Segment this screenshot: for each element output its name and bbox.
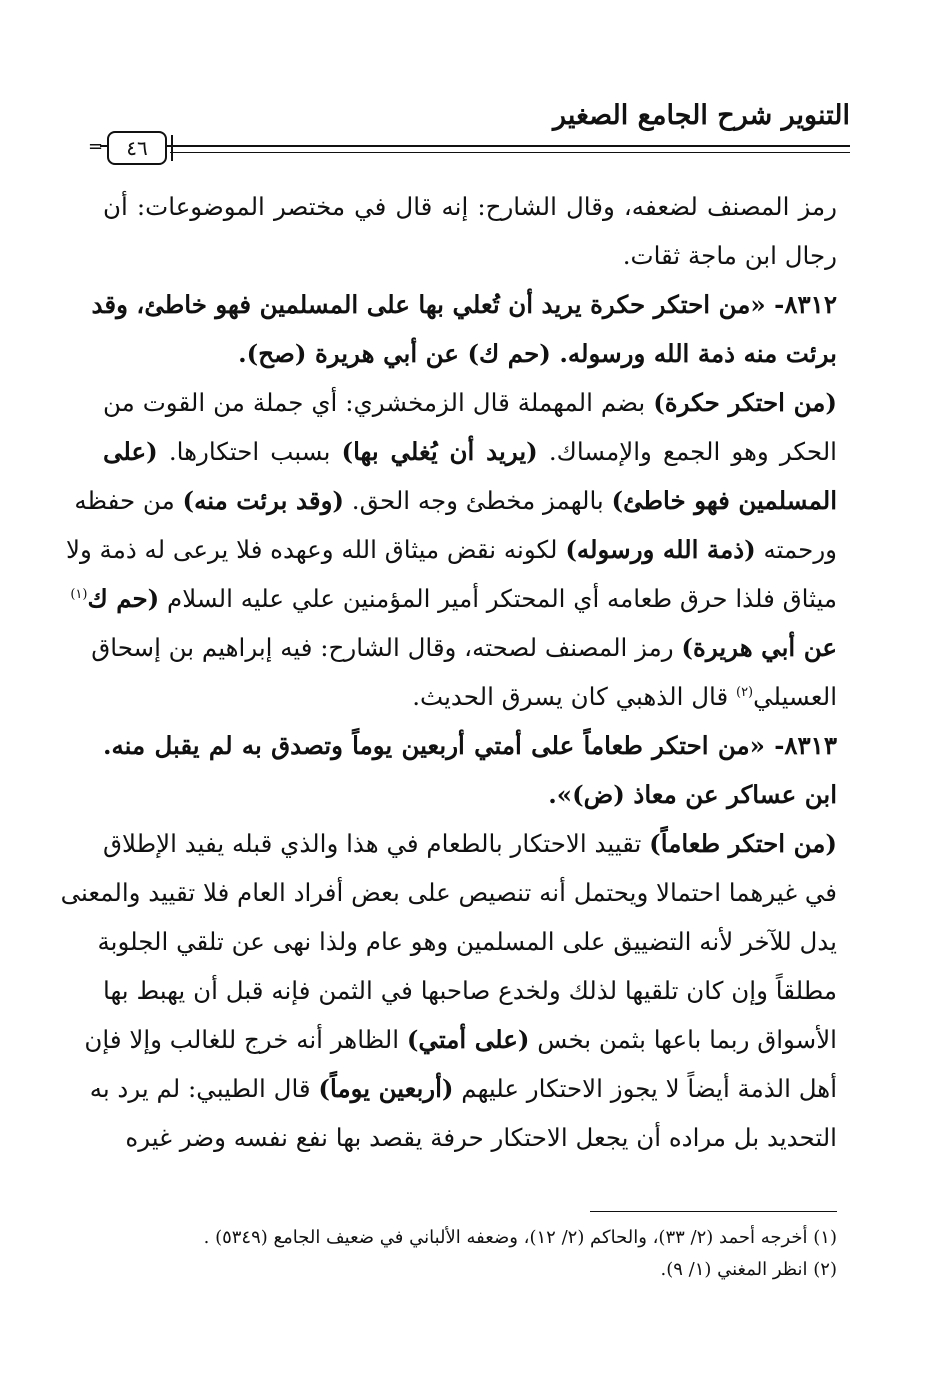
text-span: يدل للآخر لأنه التضييق على المسلمين وهو عام ولذا نهى عن تلقي الجلوبة xyxy=(97,927,837,956)
text-span: الحكر وهو الجمع والإمساك. xyxy=(537,437,837,466)
bold-text: ٨٣١٢- «من احتكر حكرة يريد أن تُعلي بها على المسلمين فهو خاطئ، وقد xyxy=(91,290,837,319)
text-span: رجال ابن ماجة ثقات. xyxy=(622,241,837,270)
text-span: بسبب احتكارها. xyxy=(157,437,342,466)
bold-text: (من احتكر حكرة) xyxy=(653,388,837,417)
text-line xyxy=(97,917,837,966)
text-span: رمز المصنف لصحته، وقال الشارح: فيه إبراهيم بن إسحاق xyxy=(91,633,682,662)
text-line xyxy=(74,476,837,525)
text-line xyxy=(103,378,837,427)
text-span: قال الطيبي: لم يرد به xyxy=(89,1074,319,1103)
text-span: العسيلي xyxy=(753,682,837,711)
bold-text: (من احتكر طعاماً) xyxy=(649,829,837,858)
bold-text: المسلمين فهو خاطئ) xyxy=(611,486,837,515)
bold-text: (على xyxy=(103,437,158,466)
bold-text: (أربعين يوماً) xyxy=(318,1074,454,1103)
text-span: الظاهر أنه خرج للغالب وإلا فإن xyxy=(84,1025,407,1054)
text-line xyxy=(60,868,837,917)
footnote-2: (٢) انظر المغني (١/ ٩). xyxy=(660,1259,837,1280)
text-span: من حفظه xyxy=(74,486,183,515)
text-line xyxy=(103,427,837,476)
text-span: مطلقاً وإن كان تلقيها لذلك ولخدع صاحبها في الثمن فإنه قبل أن يهبط بها xyxy=(103,976,837,1005)
text-line xyxy=(103,819,837,868)
text-line xyxy=(103,329,837,378)
text-span: ميثاق فلذا حرق طعامه أي المحتكر أمير المؤمنين علي عليه السلام xyxy=(159,584,837,613)
text-line xyxy=(103,721,837,770)
bold-text: (وقد برئت منه) xyxy=(182,486,344,515)
page-number: ٤٦ xyxy=(107,131,167,165)
header-rule-thin xyxy=(170,152,850,153)
body-text xyxy=(60,182,837,1162)
text-span: التحديد بل مراده أن يجعل الاحتكار حرفة يقصد بها نفع نفسه وضر غيره xyxy=(125,1123,837,1152)
text-line xyxy=(84,1015,837,1064)
book-title: التنوير شرح الجامع الصغير xyxy=(553,100,850,131)
text-line xyxy=(91,280,837,329)
text-line xyxy=(103,966,837,1015)
text-span: بضم المهملة قال الزمخشري: أي جملة من القوت من xyxy=(103,388,654,417)
text-line xyxy=(70,574,837,623)
text-span: رمز المصنف لضعفه، وقال الشارح: إنه قال في مختصر الموضوعات: أن xyxy=(103,192,837,221)
text-line xyxy=(103,182,837,231)
footnote-rule xyxy=(590,1211,837,1212)
text-span: بالهمز مخطئ وجه الحق. xyxy=(344,486,612,515)
text-span: لكونه نقض ميثاق الله وعهده فلا يرعى له ذمة ولا xyxy=(65,535,566,564)
bold-text: (يريد أن يُغلي بها) xyxy=(341,437,538,466)
text-span: ورحمته xyxy=(755,535,837,564)
footnote-1: (١) أخرجه أحمد (٢/ ٣٣)، والحاكم (٢/ ١٢)، وضعفه الألباني في ضعيف الجامع (٥٣٤٩) . xyxy=(203,1227,837,1248)
bold-text: ٨٣١٣- «من احتكر طعاماً على أمتي أربعين يوماً وتصدق به لم يقبل منه. xyxy=(103,731,837,760)
bold-text: عن أبي هريرة) xyxy=(681,633,837,662)
text-span: في غيرهما احتمالا ويحتمل أنه تنصيص على بعض أفراد العام فلا تقييد والمعنى xyxy=(60,878,837,907)
ornament-icon: = xyxy=(88,136,104,157)
header-rule xyxy=(100,145,850,147)
text-line xyxy=(103,672,837,721)
text-line xyxy=(103,231,837,280)
text-span: قال الذهبي كان يسرق الحديث. xyxy=(412,682,736,711)
footnote-marker: (١) xyxy=(70,586,88,602)
footnotes xyxy=(103,1222,837,1286)
bold-text: ابن عساكر عن معاذ (ض)». xyxy=(548,780,837,809)
text-line xyxy=(91,623,837,672)
text-span: أهل الذمة أيضاً لا يجوز الاحتكار عليهم xyxy=(453,1074,837,1103)
text-line xyxy=(103,1113,837,1162)
text-span: الأسواق ربما باعها بثمن بخس xyxy=(529,1025,837,1054)
bold-text: (حم ك xyxy=(87,584,160,613)
bold-text: (على أمتي) xyxy=(406,1025,530,1054)
text-line xyxy=(89,1064,837,1113)
footnote-marker: (٢) xyxy=(735,684,754,700)
text-line xyxy=(65,525,837,574)
text-span: تقييد الاحتكار بالطعام في هذا والذي قبله يفيد الإطلاق xyxy=(103,829,650,858)
bold-text: (ذمة الله ورسوله) xyxy=(565,535,756,564)
text-line xyxy=(103,770,837,819)
bold-text: برئت منه ذمة الله ورسوله. (حم ك) عن أبي هريرة (صح). xyxy=(238,339,837,368)
